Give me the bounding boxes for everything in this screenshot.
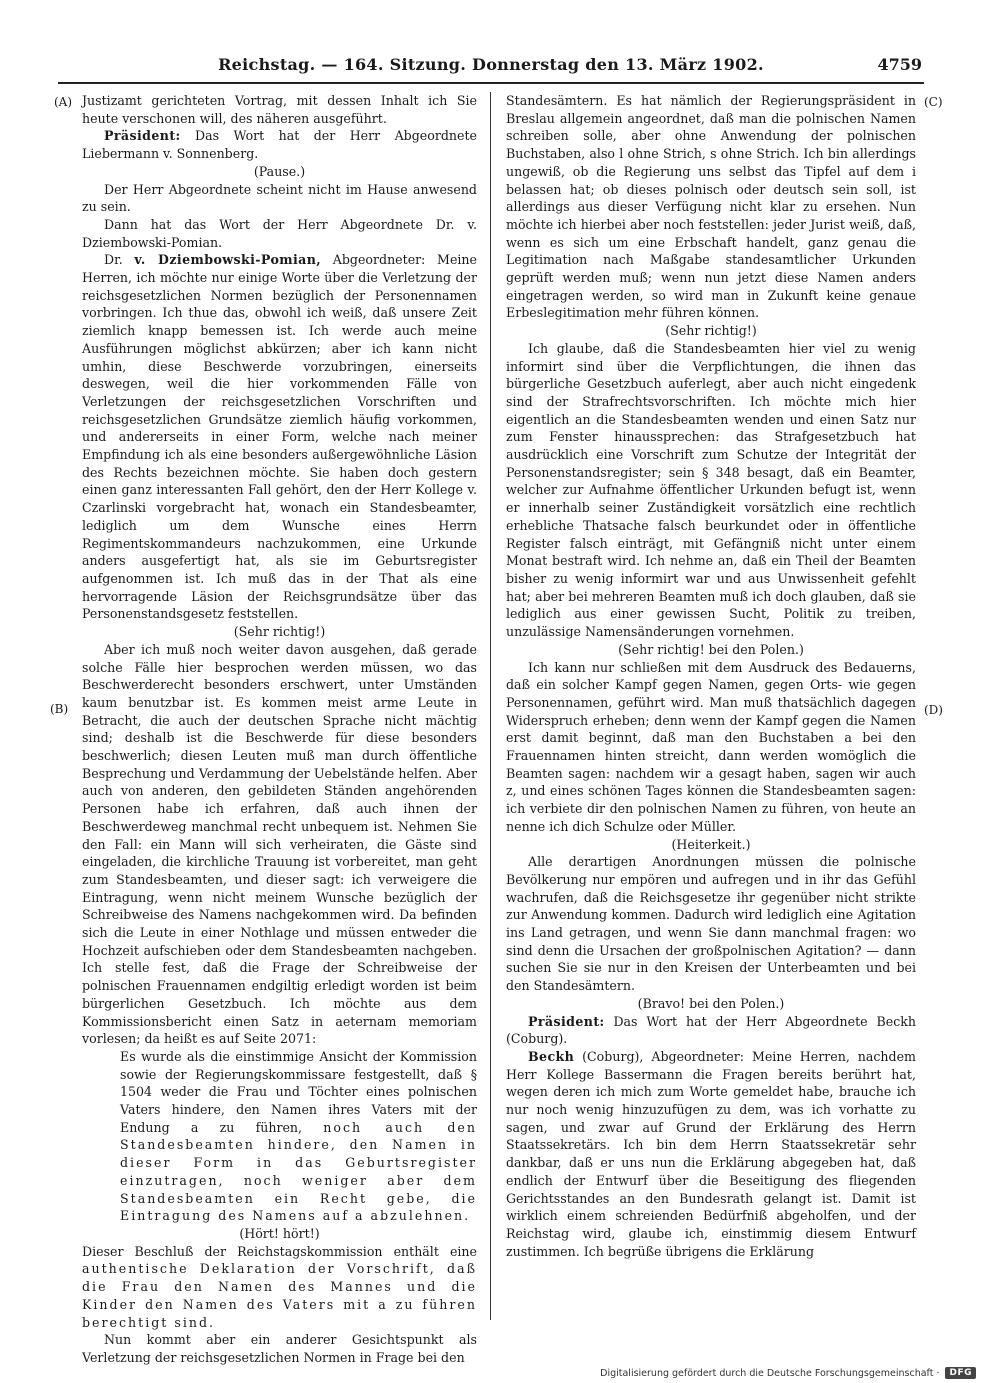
speaker-name: Präsident: <box>104 128 181 144</box>
margin-marker-d: (D) <box>924 703 943 717</box>
paragraph: Ich glaube, daß die Standesbeamten hier viel zu wenig informirt sind über die Verpflichtungen, die ihnen das bürgerliche Gesetzbuch auferlegt, aber auch nicht eingedenk sind der Strafrechtsvorschriften. Ich möchte mich hier eigentlich an die Standesbeamten wenden und einen Satz nur zum Fenster hinaussprechen: das Strafgesetzbuch hat ausdrücklich eine Vorschrift zum Schutze der Integrität der Personenstandsregister; sein § 348 besagt, daß ein Beamter, welcher zur Aufnahme öffentlicher Urkunden befugt ist, wenn er innerhalb seiner Zuständigkeit vorsätzlich eine rechtlich erhebliche Thatsache falsch beurkundet oder in öffentliche Register falsch einträgt, mit Gefängniß nicht unter einem Monat bestraft wird. Ich nehme an, daß ein Theil der Beamten bisher zu wenig informirt war und aus Unwissenheit gefehlt hat; aber bei mehreren Beamten muß ich doch glauben, daß sie lediglich aus einer gewissen Sucht, Politik zu treiben, unzulässige Namensänderungen vornehmen. <box>506 340 916 640</box>
paragraph: Aber ich muß noch weiter davon ausgehen, daß gerade solche Fälle hier besprochen werden müssen, wo das Beschwerderecht besonders erschwert, unter Umständen kaum benutzbar ist. Es kommen meist arme Leute in Betracht, die auch der deutschen Sprache nicht mächtig sind; deshalb ist die Beschwerde für diese besonders beschwerlich; diesen Leuten muß man durch öffentliche Besprechung und Verdammung der Uebelstände helfen. Aber auch von anderen, den gebildeten Ständen angehörenden Personen habe ich erfahren, daß auch ihnen der Beschwerdeweg manchmal recht unbequem ist. Nehmen Sie den Fall: ein Mann will sich verheiraten, die Gäste sind eingeladen, die kirchliche Trauung ist vorbereitet, man geht zum Standesbeamten, und dieser sagt: ich verweigere die Eintragung, wenn nicht meinem Wunsche bezüglich der Schreibweise des Namens nachgekommen wird. Da befinden sich die Leute in einer Nothlage und müssen entweder die Hochzeit aufschieben oder dem Standesbeamten nachgeben. Ich stelle fest, daß die Frage der Schreibweise der polnischen Frauennamen endgiltig erledigt worden ist beim bürgerlichen Gesetzbuch. Ich möchte aus dem Kommissionsbericht einen Satz in aeternam memoriam vorlesen; da heißt es auf Seite 2071: <box>82 641 477 1047</box>
margin-marker-a: (A) <box>54 95 73 109</box>
header-rule <box>58 82 924 84</box>
right-column <box>506 92 916 1260</box>
interjection: (Bravo! bei den Polen.) <box>637 995 785 1011</box>
paragraph <box>82 127 477 162</box>
paragraph <box>506 1013 916 1048</box>
paragraph <box>82 251 477 623</box>
speaker-title: Dr. <box>104 252 135 268</box>
paragraph: Justizamt gerichteten Vortrag, mit dessen Inhalt ich Sie heute verschonen will, des näheren ausgeführt. <box>82 93 477 126</box>
paragraph: Ich kann nur schließen mit dem Ausdruck des Bedauerns, daß ein solcher Kampf gegen Namen, gegen Orts- wie gegen Personennamen, geführt wird. Man muß thatsächlich dagegen Widerspruch erheben; denn wenn der Kampf gegen die Namen erst damit beginnt, daß man den Buchstaben a bei den Frauennamen hinten streicht, dann werden womöglich die Beamten sagen: nachdem wir a gesagt haben, sagen wir auch z, und eines schönen Tages können die Standesbeamten sagen: ich verbiete dir den polnischen Namen zu führen, von heute an nenne ich dich Schulze oder Müller. <box>506 659 916 834</box>
margin-marker-b: (B) <box>50 702 69 716</box>
paragraph: Nun kommt aber ein anderer Gesichtspunkt als Verletzung der reichsgesetzlichen Normen in Frage bei den <box>82 1332 477 1365</box>
quotation-text: Es wurde als die einstimmige Ansicht der Kommission sowie der Regierungskommissare festgestellt, daß § 1504 weder die Frau und Töchter eines polnischen Vaters hindere, den Namen ihres Vaters mit der Endung a zu führen, <box>120 1048 477 1135</box>
paragraph: Der Herr Abgeordnete scheint nicht im Hause anwesend zu sein. <box>82 181 477 215</box>
speech-text: Abgeordneter: Meine Herren, ich möchte nur einige Worte über die Verletzung der reichsgesetzlichen Normen bezüglich der Personennamen vorbringen. Ich thue das, obwohl ich weiß, daß unsere Zeit ziemlich knapp bemessen ist. Ich werde auch meine Ausführungen möglichst abkürzen; aber ich kann nicht umhin, diese Beschwerde vorzubringen, einerseits deswegen, weil die hier vorkommenden Fälle von Verletzungen der reichsgesetzlichen Vorschriften und reichsgesetzlichen Grundsätze ziemlich häufig vorkommen, und andererseits in einer Form, welche nach meiner Empfindung ich als eine besonders außergewöhnliche Läsion des Rechts bezeichnen möchte. Sie haben doch gestern einen ganz interessanten Fall gehört, den der Herr Kollege v. Czarlinski vorgebracht hat, wonach ein Standesbeamter, lediglich um dem Wunsche eines Herrn Regimentskommandeurs nachzukommen, eine Urkunde anders ausgefertigt hat, als sie im Geburtsregister aufgenommen ist. Ich muß das in der That als eine hervorragende Läsion der Reichsgrundsätze über das Personenstandsgesetz feststellen. <box>82 252 477 622</box>
speaker-name: Beckh <box>528 1048 575 1064</box>
speaker-name: Präsident: <box>528 1013 605 1029</box>
paragraph-emphasis: authentische Deklaration der Vorschrift, daß die Frau den Namen des Mannes und die Kinder den Namen des Vaters mit a zu führen berechtigt sind. <box>82 1261 477 1330</box>
paragraph: Dann hat das Wort der Herr Abgeordnete Dr. v. Dziembowski-Pomian. <box>82 216 477 250</box>
speech-text: Das Wort hat der Herr Abgeordnete Liebermann v. Sonnenberg. <box>82 128 477 162</box>
page-number: 4759 <box>877 55 922 74</box>
quotation-emphasis: noch auch den Standesbeamten hindere, den Namen in dieser Form in das Geburtsregister einzutragen, noch weniger aber dem Standesbeamten ein Recht gebe, die Eintragung des Namens auf a abzulehnen. <box>120 1119 477 1224</box>
paragraph: Alle derartigen Anordnungen müssen die polnische Bevölkerung nur empören und aufregen und in ihr das Gefühl wachrufen, daß die Reichsgesetze ihr gegenüber nicht strikte zur Anwendung kommen. Dadurch wird lediglich eine Agitation ins Land getragen, und wenn Sie dann manchmal fragen: wo sind denn die Ursachen der großpolnischen Agitation? — dann suchen Sie sie nur in den Kreisen der Unterbeamten und bei den Standesämtern. <box>506 854 916 994</box>
paragraph: Standesämtern. Es hat nämlich der Regierungspräsident in Breslau allgemein angeordnet, daß man die polnischen Namen schreiben solle, aber ohne Anwendung der polnischen Buchstaben, also l ohne Strich, s ohne Strich. Ich bin allerdings ungewiß, ob die Regierung uns selbst das Tipfel auf dem i belassen hat; ob dieses polnisch oder deutsch sein soll, ist allerdings aus dieser Verfügung nicht klar zu ersehen. Nun möchte ich hierbei aber noch feststellen: jeder Jurist weiß, daß, wenn es sich um eine Erbschaft handelt, ganz genau die Legitimation nach Maßgabe standesamtlicher Urkunden geprüft werden muß; wenn nun jetzt diese Namen anders eingetragen werden, so wird man in Zukunft keine genaue Erbeslegitimation mehr führen können. <box>506 93 916 321</box>
speech-text: Das Wort hat der Herr Abgeordnete Beckh (Coburg). <box>506 1013 916 1047</box>
interjection: (Hört! hört!) <box>239 1226 320 1241</box>
interjection: (Pause.) <box>253 163 306 179</box>
speech-text: (Coburg), Abgeordneter: Meine Herren, nachdem Herr Kollege Bassermann die Fragen bereits berührt hat, wegen deren ich mich zum Worte gemeldet habe, brauche ich nur noch wenig hinzuzufügen zu dem, was ich vorhatte zu sagen, und zwar auf Grund der Erklärung des Herrn Staatssekretärs. Ich bin dem Herrn Staatssekretär sehr dankbar, daß er uns nun die Erklärung abgegeben hat, daß endlich der Entwurf über die Beseitigung des fliegenden Gerichtsstandes an den Bundesrath gelangt ist. Damit ist wirklich einem schreienden Bedürfniß abgeholfen, und der Reichstag wird, glaube ich, einstimmig diesem Entwurf zustimmen. Ich begrüße übrigens die Erklärung <box>506 1048 916 1259</box>
interjection: (Sehr richtig! bei den Polen.) <box>618 641 804 657</box>
interjection: (Sehr richtig!) <box>665 323 757 339</box>
interjection: (Heiterkeit.) <box>671 836 751 852</box>
paragraph <box>506 1048 916 1260</box>
left-column <box>82 92 477 1367</box>
page-header <box>60 55 922 79</box>
quotation <box>120 1048 477 1225</box>
column-divider <box>490 92 491 1320</box>
interjection: (Sehr richtig!) <box>233 624 326 640</box>
speaker-name: v. Dziembowski-Pomian, <box>134 252 322 268</box>
footer-credit: Digitalisierung gefördert durch die Deutsche Forschungsgemeinschaft · <box>600 1367 940 1379</box>
running-title: Reichstag. — 164. Sitzung. Donnerstag den 13. März 1902. <box>218 55 764 74</box>
digitization-footer <box>600 1365 976 1381</box>
margin-marker-c: (C) <box>924 95 943 109</box>
paragraph-text: Dieser Beschluß der Reichstagskommission enthält eine <box>82 1243 477 1259</box>
dfg-logo: DFG <box>945 1367 976 1379</box>
paragraph <box>82 1243 477 1332</box>
